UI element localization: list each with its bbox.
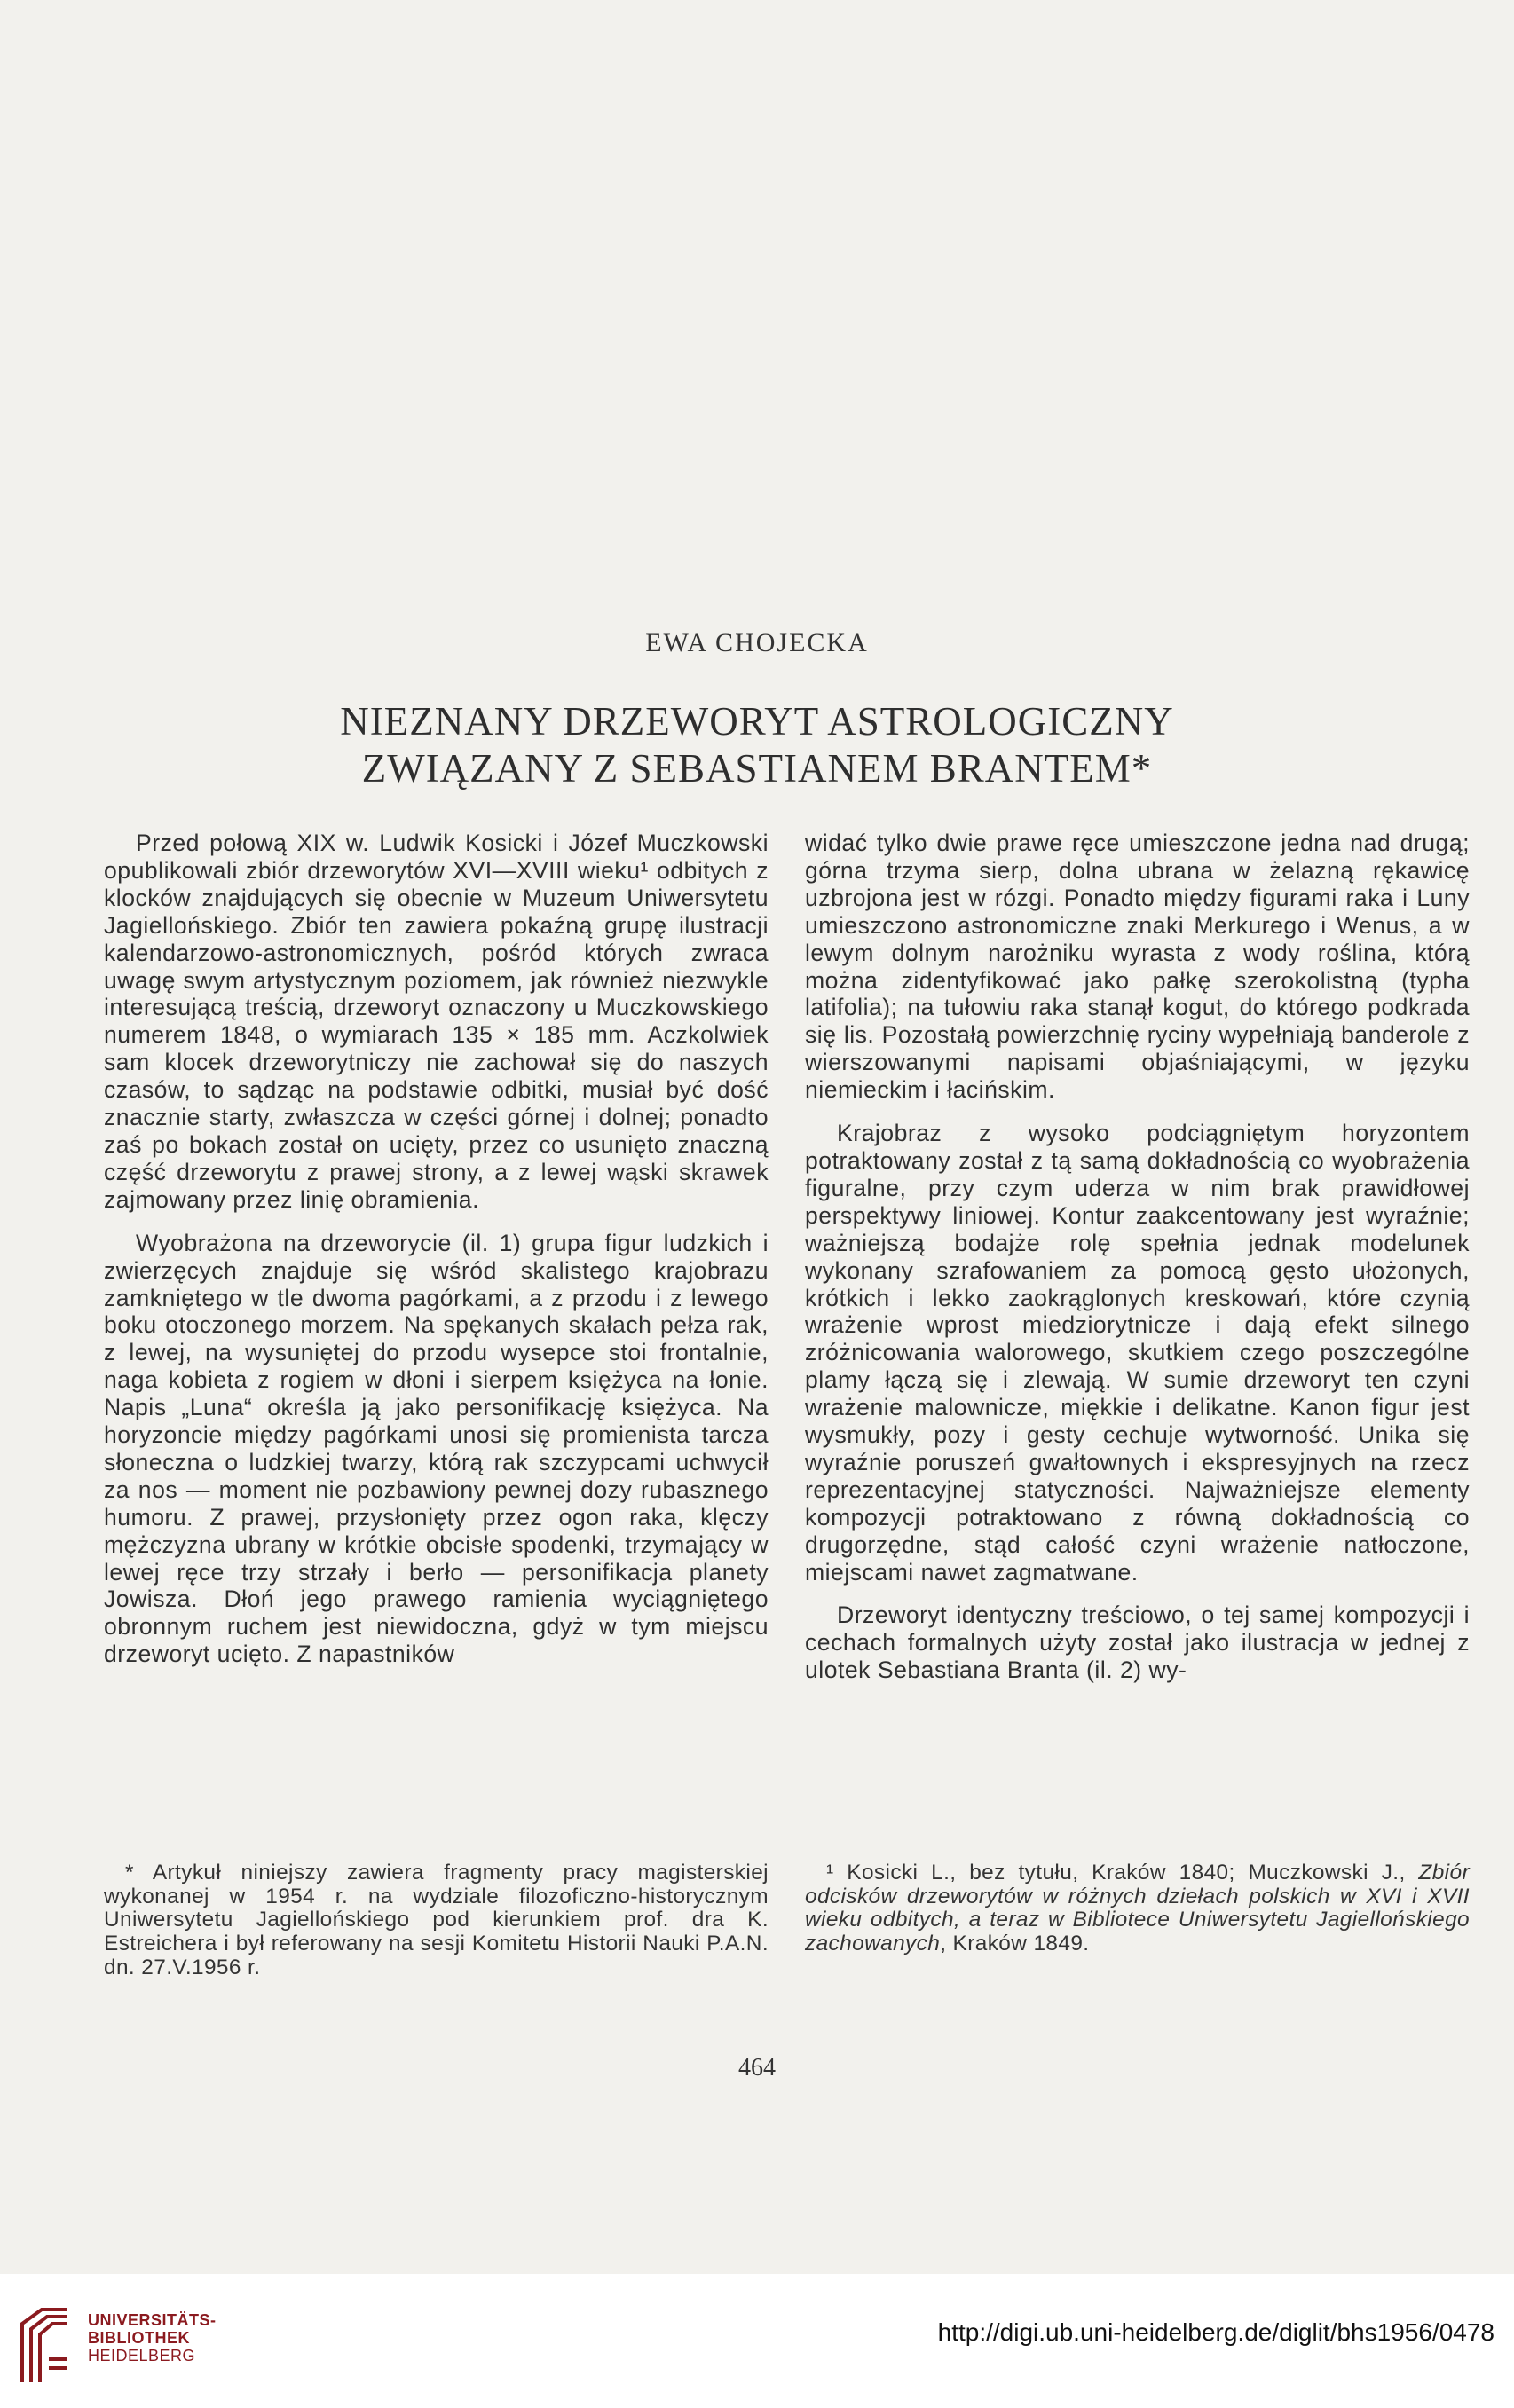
footnote-left (104, 1861, 769, 1980)
library-name-line-1: UNIVERSITÄTS- (88, 2311, 217, 2329)
library-name-line-2: BIBLIOTHEK (88, 2329, 190, 2347)
footnote-text (805, 1861, 1470, 1956)
paragraph: Krajobraz z wysoko podciągniętym horyzontem potraktowany został z tą samą dokładnością co wyobrażenia figuralne, przy czym uderza w nim brak prawidłowej perspektywy liniowej. Kontur zaakcentowany jest wyraźnie; ważniejszą bodajże rolę spełnia jednak modelunek wykonany szrafowaniem za pomocą gęsto ułożonych, krótkich i lekko zaokrąglonych kreskowań, które czynią wrażenie wprost miedziorytnicze i dają efekt silnego zróżnicowania walorowego, skutkiem czego poszczególne plamy łączą się i zlewają. W sumie drzeworyt ten czyni wrażenie malownicze, miękkie i delikatne. Kanon figur jest wysmukły, pozy i gesty cechuje wytworność. Unika się wyraźnie poruszeń gwałtownych i ekspresyjnych na rzecz reprezentacyjnej statyczności. Najważniejsze elementy kompozycji potraktowano z równą dokładnością co drugorzędne, stąd całość czyni wrażenie natłoczone, miejscami nawet zagmatwane. (805, 1120, 1470, 1586)
right-text-column (805, 830, 1470, 1684)
paragraph: Przed połową XIX w. Ludwik Kosicki i Józef Muczkowski opublikowali zbiór drzeworytów XVI—XVIII wieku¹ odbitych z klocków znajdujących się obecnie w Muzeum Uniwersytetu Jagiellońskiego. Zbiór ten zawiera pokaźną grupę ilustracji kalendarzowo-astronomicznych, pośród których zwraca uwagę swym artystycznym poziomem, jak również niezwykle interesującą treścią, drzeworyt oznaczony u Muczkowskiego numerem 1848, o wymiarach 135 × 185 mm. Aczkolwiek sam klocek drzeworytniczy nie zachował się do naszych czasów, to sądząc na podstawie odbitki, musiał być dość znacznie starty, zwłaszcza w części górnej i dolnej; ponadto zaś po bokach został on ucięty, przez co usunięto znaczną część drzeworytu z prawej strony, a z lewej wąski skrawek zajmowany przez linię obramienia. (104, 830, 769, 1213)
footnote-book-title: Zbiór odcisków drzeworytów w różnych dziełach polskich w XVI i XVII wieku odbitych, a teraz w Bibliotece Uniwersytetu Jagiellońskiego zachowanych (805, 1861, 1470, 1956)
paragraph: Drzeworyt identyczny treściowo, o tej samej kompozycji i cechach formalnych użyty został jako ilustracja w jednej z ulotek Sebastiana Branta (il. 2) wy- (805, 1601, 1470, 1684)
paragraph: Wyobrażona na drzeworycie (il. 1) grupa figur ludzkich i zwierzęcych znajduje się wśród skalistego krajobrazu zamkniętego w tle dwoma pagórkami, a z przodu i z lewego boku otoczonego morzem. Na spękanych skałach pełza rak, z lewej, na wysuniętej do przodu wysepce stoi frontalnie, naga kobieta z rogiem w dłoni i sierpem księżyca na łonie. Napis „Luna“ określa ją jako personifikację księżyca. Na horyzoncie między pagórkami unosi się promienista tarcza słoneczna o ludzkiej twarzy, którą rak szczypcami uchwycił za nos — moment nie pozbawiony pewnej dozy rubasznego humoru. Z prawej, przysłonięty przez ogon raka, klęczy mężczyzna ubrany w krótkie obcisłe spodenki, trzymający w lewej ręce trzy strzały i berło — personifikacja planety Jowisza. Dłoń jego prawego ramienia wyciągniętego obronnym ruchem jest niewidoczna, gdyż w tym miejscu drzeworyt ucięto. Z napastników (104, 1229, 769, 1668)
source-url-link[interactable]: http://digi.ub.uni-heidelberg.de/diglit/bhs1956/0478 (937, 2318, 1494, 2346)
article-author: EWA CHOJECKA (645, 628, 869, 657)
article-title-line-2: ZWIĄZANY Z SEBASTIANEM BRANTEM* (361, 746, 1153, 791)
footnote-reference: ¹ Kosicki L., bez tytułu, Kraków 1840; Muczkowski J., (826, 1861, 1419, 1885)
paragraph: widać tylko dwie prawe ręce umieszczone jedna nad drugą; górna trzyma sierp, dolna ubrana w żelazną rękawicę uzbrojona jest w rózgi. Ponadto między figurami raka i Luny umieszczono astronomiczne znaki Merkurego i Wenus, a w lewym dolnym narożniku wyrasta z wody roślina, którą można zidentyfikować jako pałkę szerokolistną (typha latifolia); na tułowiu raka stanął kogut, do którego podkrada się lis. Pozostałą powierzchnię ryciny wypełniają banderole z wierszowanymi napisami objaśniającymi, w języku niemieckim i łacińskim. (805, 830, 1470, 1104)
footnote-reference-end: , Kraków 1849. (940, 1932, 1090, 1956)
footnote-right (805, 1861, 1470, 1956)
footnote-text: * Artykuł niniejszy zawiera fragmenty pracy magisterskiej wykonanej w 1954 r. na wydziale filozoficzno-historycznym Uniwersytetu Jagiellońskiego pod kierunkiem prof. dra K. Estreichera i był referowany na sesji Komitetu Historii Nauki P.A.N. dn. 27.V.1956 r. (104, 1861, 769, 1979)
left-text-column (104, 830, 769, 1668)
library-name-line-3: HEIDELBERG (88, 2347, 196, 2365)
heidelberg-library-logo-icon (15, 2304, 74, 2384)
page-number: 464 (738, 2054, 776, 2081)
library-footer-bar (0, 2274, 1514, 2408)
article-title-line-1: NIEZNANY DRZEWORYT ASTROLOGICZNY (340, 699, 1174, 744)
library-name (88, 2311, 217, 2365)
